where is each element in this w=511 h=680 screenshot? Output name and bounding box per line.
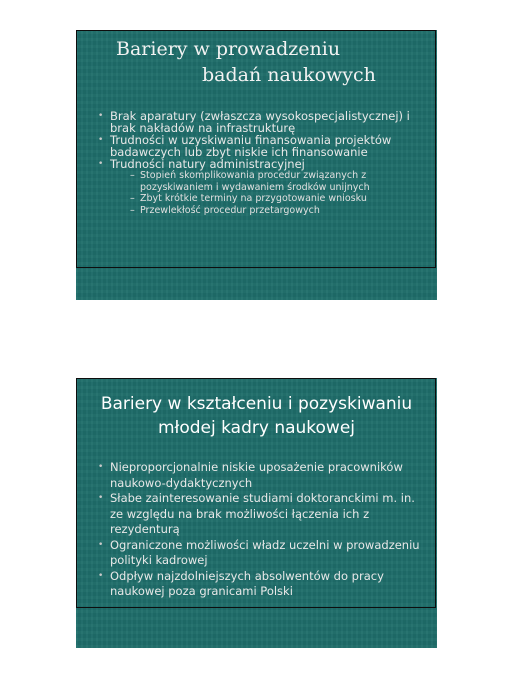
sub-bullet-text: Stopień skomplikowania procedur związanych z pozyskiwaniem i wydawaniem środków unijnych xyxy=(140,170,370,193)
bullet-icon: • xyxy=(98,159,104,169)
dash-icon: – xyxy=(130,170,135,181)
bullet-list xyxy=(100,110,430,216)
bullet-text: Trudności w uzyskiwaniu finansowania projektów badawczych lub zbyt niskie ich finansowanie xyxy=(110,133,392,159)
bullet-item xyxy=(100,134,430,158)
bullet-item xyxy=(100,110,430,134)
bullet-icon: • xyxy=(98,462,104,472)
bullet-text: Słabe zainteresowanie studiami doktoranckimi m. in. ze względu na brak możliwości łączenia ich z rezydenturą xyxy=(110,491,415,536)
bullet-icon: • xyxy=(98,570,104,581)
dash-icon: – xyxy=(130,193,135,204)
sub-bullet-list xyxy=(130,170,430,216)
bullet-icon: • xyxy=(98,539,104,550)
sub-bullet-item xyxy=(130,193,430,205)
dash-icon: – xyxy=(130,204,135,216)
slide-young-staff-barriers xyxy=(76,378,437,648)
bullet-text: Nieproporcjonalnie niskie uposażenie pracowników naukowo-dydaktycznych xyxy=(110,460,403,490)
bullet-text: Ograniczone możliwości władz uczelni w prowadzeniu polityki kadrowej xyxy=(110,537,420,567)
slide-title: Bariery w kształceniu i pozyskiwaniu młodej kadry naukowej xyxy=(100,394,413,438)
slide-title-line-1: Bariery w prowadzeniu xyxy=(116,38,341,60)
bullet-text: Odpływ najzdolniejszych absolwentów do pracy naukowej poza granicami Polski xyxy=(110,568,384,598)
bullet-item xyxy=(100,460,430,491)
bullet-icon: • xyxy=(98,135,104,145)
bullet-icon: • xyxy=(98,111,104,121)
bullet-item xyxy=(100,158,430,216)
bullet-list xyxy=(100,460,430,600)
bullet-icon: • xyxy=(98,493,104,503)
slide-title-line-2: badań naukowych xyxy=(202,64,376,86)
sub-bullet-text: Zbyt krótkie terminy na przygotowanie wniosku xyxy=(140,193,367,204)
bullet-item xyxy=(100,491,430,538)
bullet-text: Brak aparatury (zwłaszcza wysokospecjalistycznej) i brak nakładów na infrastrukturę xyxy=(110,109,410,135)
slide-research-barriers xyxy=(76,30,437,300)
bullet-text: Trudności natury administracyjnej xyxy=(110,157,305,171)
bullet-item xyxy=(100,569,430,600)
slide-title xyxy=(76,36,437,88)
sub-bullet-item xyxy=(130,205,430,217)
sub-bullet-item xyxy=(130,170,430,193)
sub-bullet-text: Przewlekłość procedur przetargowych xyxy=(140,204,320,216)
bullet-item xyxy=(100,538,430,569)
